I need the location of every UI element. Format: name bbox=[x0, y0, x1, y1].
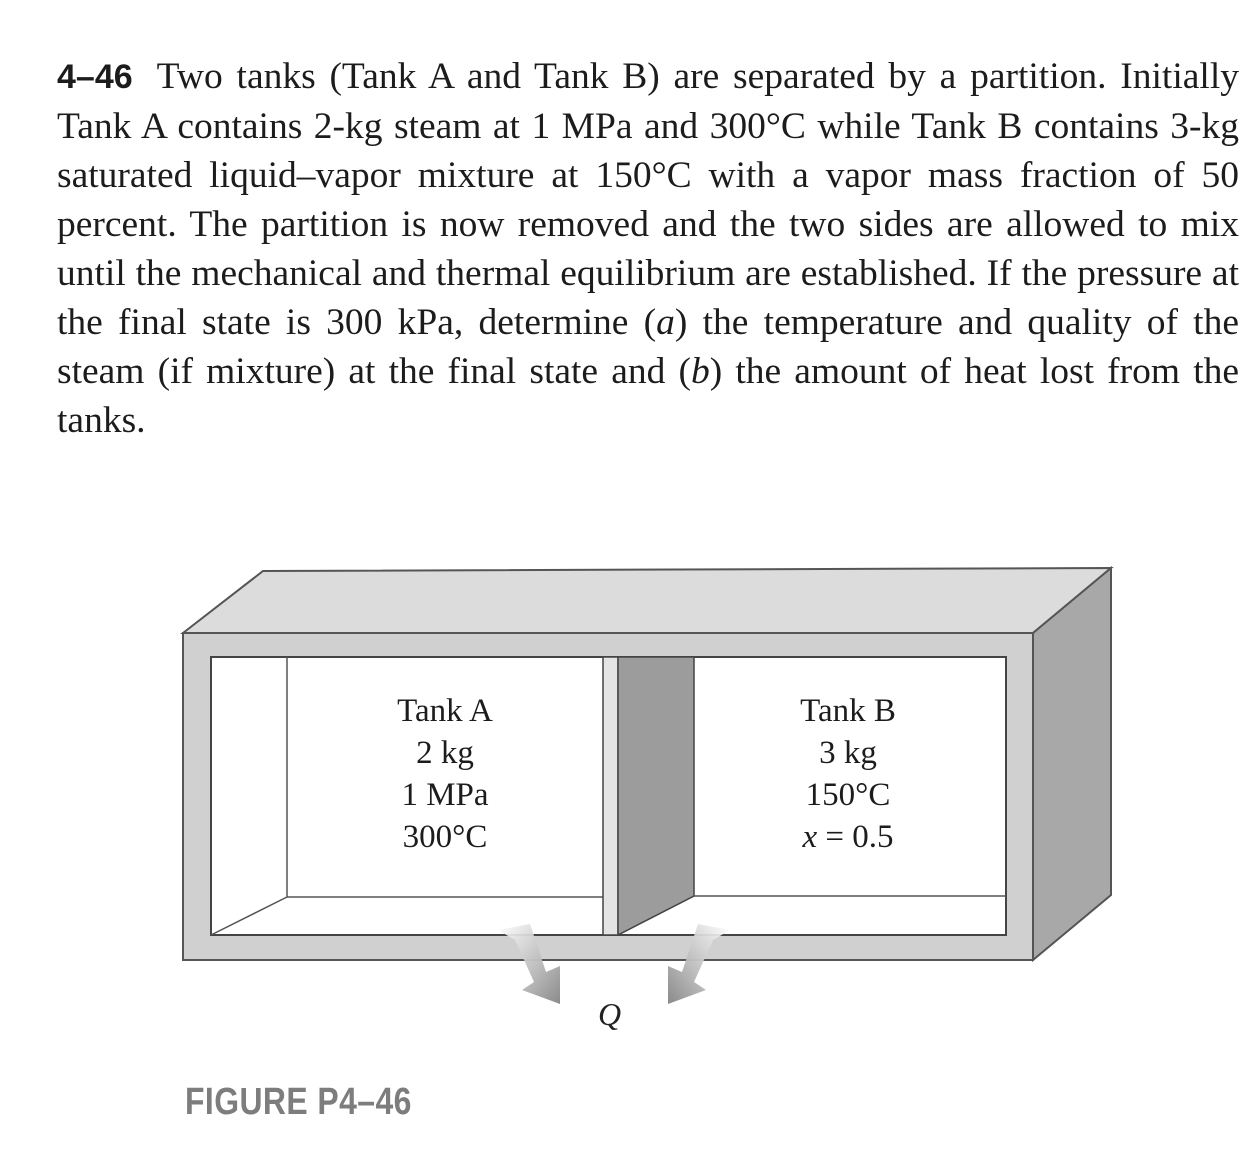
tank-b-label bbox=[748, 690, 948, 858]
partition-front bbox=[603, 657, 618, 935]
heat-label: Q bbox=[598, 996, 622, 1032]
tank-b-name: Tank B bbox=[800, 693, 896, 729]
tank-a-temperature: 300°C bbox=[402, 819, 488, 855]
problem-text-part-3: ) the amount of heat lost from the tanks. bbox=[57, 351, 1240, 441]
tank-b-temperature: 150°C bbox=[805, 777, 891, 813]
quality-symbol: x bbox=[802, 819, 818, 855]
quality-value: = 0.5 bbox=[817, 819, 894, 855]
figure-caption: FIGURE P4–46 bbox=[185, 1081, 412, 1123]
problem-number: 4–46 bbox=[57, 58, 133, 96]
part-b-marker: b bbox=[690, 351, 710, 392]
partition-side bbox=[618, 657, 694, 935]
part-a-marker: a bbox=[656, 302, 675, 343]
tank-b-quality bbox=[748, 816, 948, 858]
tank-a-label bbox=[345, 690, 545, 858]
tank-side-face bbox=[1033, 568, 1111, 960]
problem-text-part-1: Two tanks (Tank A and Tank B) are separated by a partition. Initially Tank A contains 2-kg steam at 1 MPa and 300°C while Tank B contains 3-kg saturated liquid–vapor mixture at 150°C with a vapor mass fraction of 50 percent. The partition is now removed and the two sides are allowed to mix until the mechanical and thermal equilibrium are established. If the pressure at the final state is 300 kPa, determine ( bbox=[57, 56, 1239, 343]
tank-a-pressure: 1 MPa bbox=[401, 777, 489, 813]
tank-top-face bbox=[183, 568, 1111, 633]
tank-b-mass: 3 kg bbox=[819, 735, 877, 771]
tank-a-mass: 2 kg bbox=[416, 735, 474, 771]
problem-text-part-2: ) the temperature and quality of the steam (if mixture) at the final state and ( bbox=[57, 302, 1239, 392]
tank-a-name: Tank A bbox=[397, 693, 493, 729]
